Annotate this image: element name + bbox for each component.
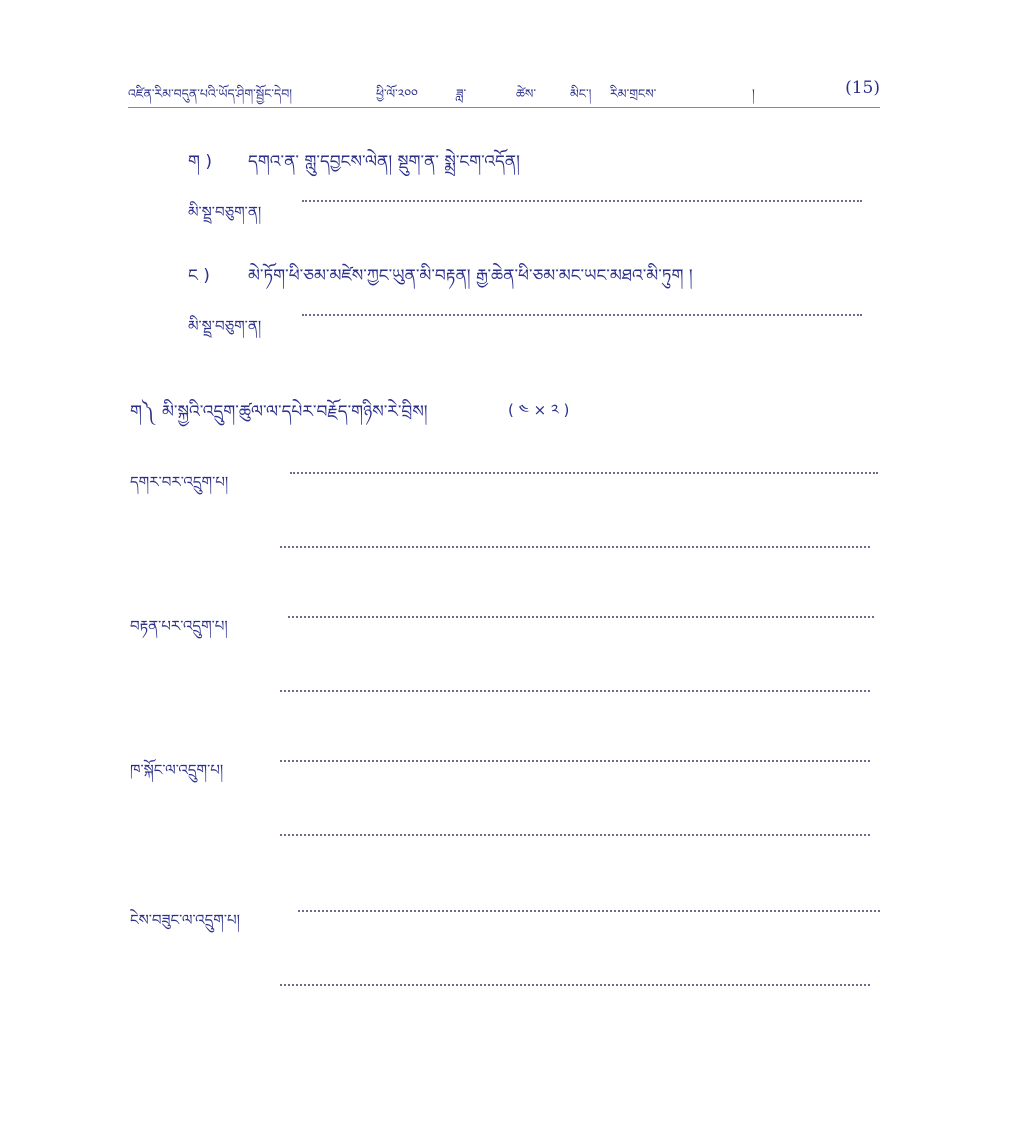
header-divider <box>128 107 880 108</box>
month-label: ཟླ་ <box>456 86 467 101</box>
serial-label: རིམ་གྲངས་ <box>610 86 657 101</box>
answer-label-nga: མི་སྡྲ་བཅུག་ན། <box>188 317 262 335</box>
item-text-nga: མེ་ཏོག་ཕི་ཅམ་མཛེས་ཀྱང་ཡུན་མི་བརྟན། རྒྱ་ཆེན་ཕི་ཅམ་མང་ཡང་མཐའ་མི་ཏུག ། <box>248 266 693 286</box>
answer-line-nga[interactable] <box>302 314 862 316</box>
name-label: མིང་། <box>570 86 592 101</box>
answer-line-1a[interactable] <box>290 472 878 474</box>
section-instruction: མི་སྐྱའི་འདྲུག་ཚུལ་ལ་དཔེར་བརྗོད་གཉིས་རེ་བྲིས། <box>162 402 428 422</box>
prompt-label-2: བརྟན་པར་འདྲུག་པ། <box>130 617 228 635</box>
item-text-ga: དགའ་ན་ གླུ་དབྱངས་ལེན། སྡུག་ན་ སྨྲེ་ངག་འདོན། <box>248 152 520 172</box>
answer-line-2b[interactable] <box>280 690 870 692</box>
page-header <box>128 78 880 108</box>
answer-line-3a[interactable] <box>280 760 870 762</box>
prompt-label-4: ངེས་བཟུང་ལ་འདྲུག་པ། <box>130 911 240 929</box>
answer-line-2a[interactable] <box>288 616 874 618</box>
workbook-title: འཛིན་རིམ་བདུན་པའི་ཡོད་ཤིག་སྦྱོང་དེབ། <box>128 86 293 101</box>
answer-line-1b[interactable] <box>280 546 870 548</box>
header-shad: ། <box>752 86 755 101</box>
answer-line-ga[interactable] <box>302 200 862 202</box>
day-label: ཚེས་ <box>516 86 536 101</box>
answer-line-4a[interactable] <box>298 910 880 912</box>
year-label: ཕྱི་ལོ་༢༠༠ <box>376 86 418 101</box>
section-points: ( ༤ × ༢ ) <box>508 401 570 419</box>
item-marker-nga: ང ) <box>188 266 210 286</box>
answer-line-4b[interactable] <box>280 984 870 986</box>
prompt-label-1: དགར་བར་འདྲུག་པ། <box>130 473 229 491</box>
section-marker: ག༽ <box>130 402 155 422</box>
item-marker-ga: ག ) <box>188 152 213 172</box>
page-number: (15) <box>845 78 880 98</box>
answer-label-ga: མི་སྡྲ་བཅུག་ན། <box>188 203 262 221</box>
answer-line-3b[interactable] <box>280 834 870 836</box>
prompt-label-3: ཁ་སྐོང་ལ་འདྲུག་པ། <box>130 761 224 779</box>
